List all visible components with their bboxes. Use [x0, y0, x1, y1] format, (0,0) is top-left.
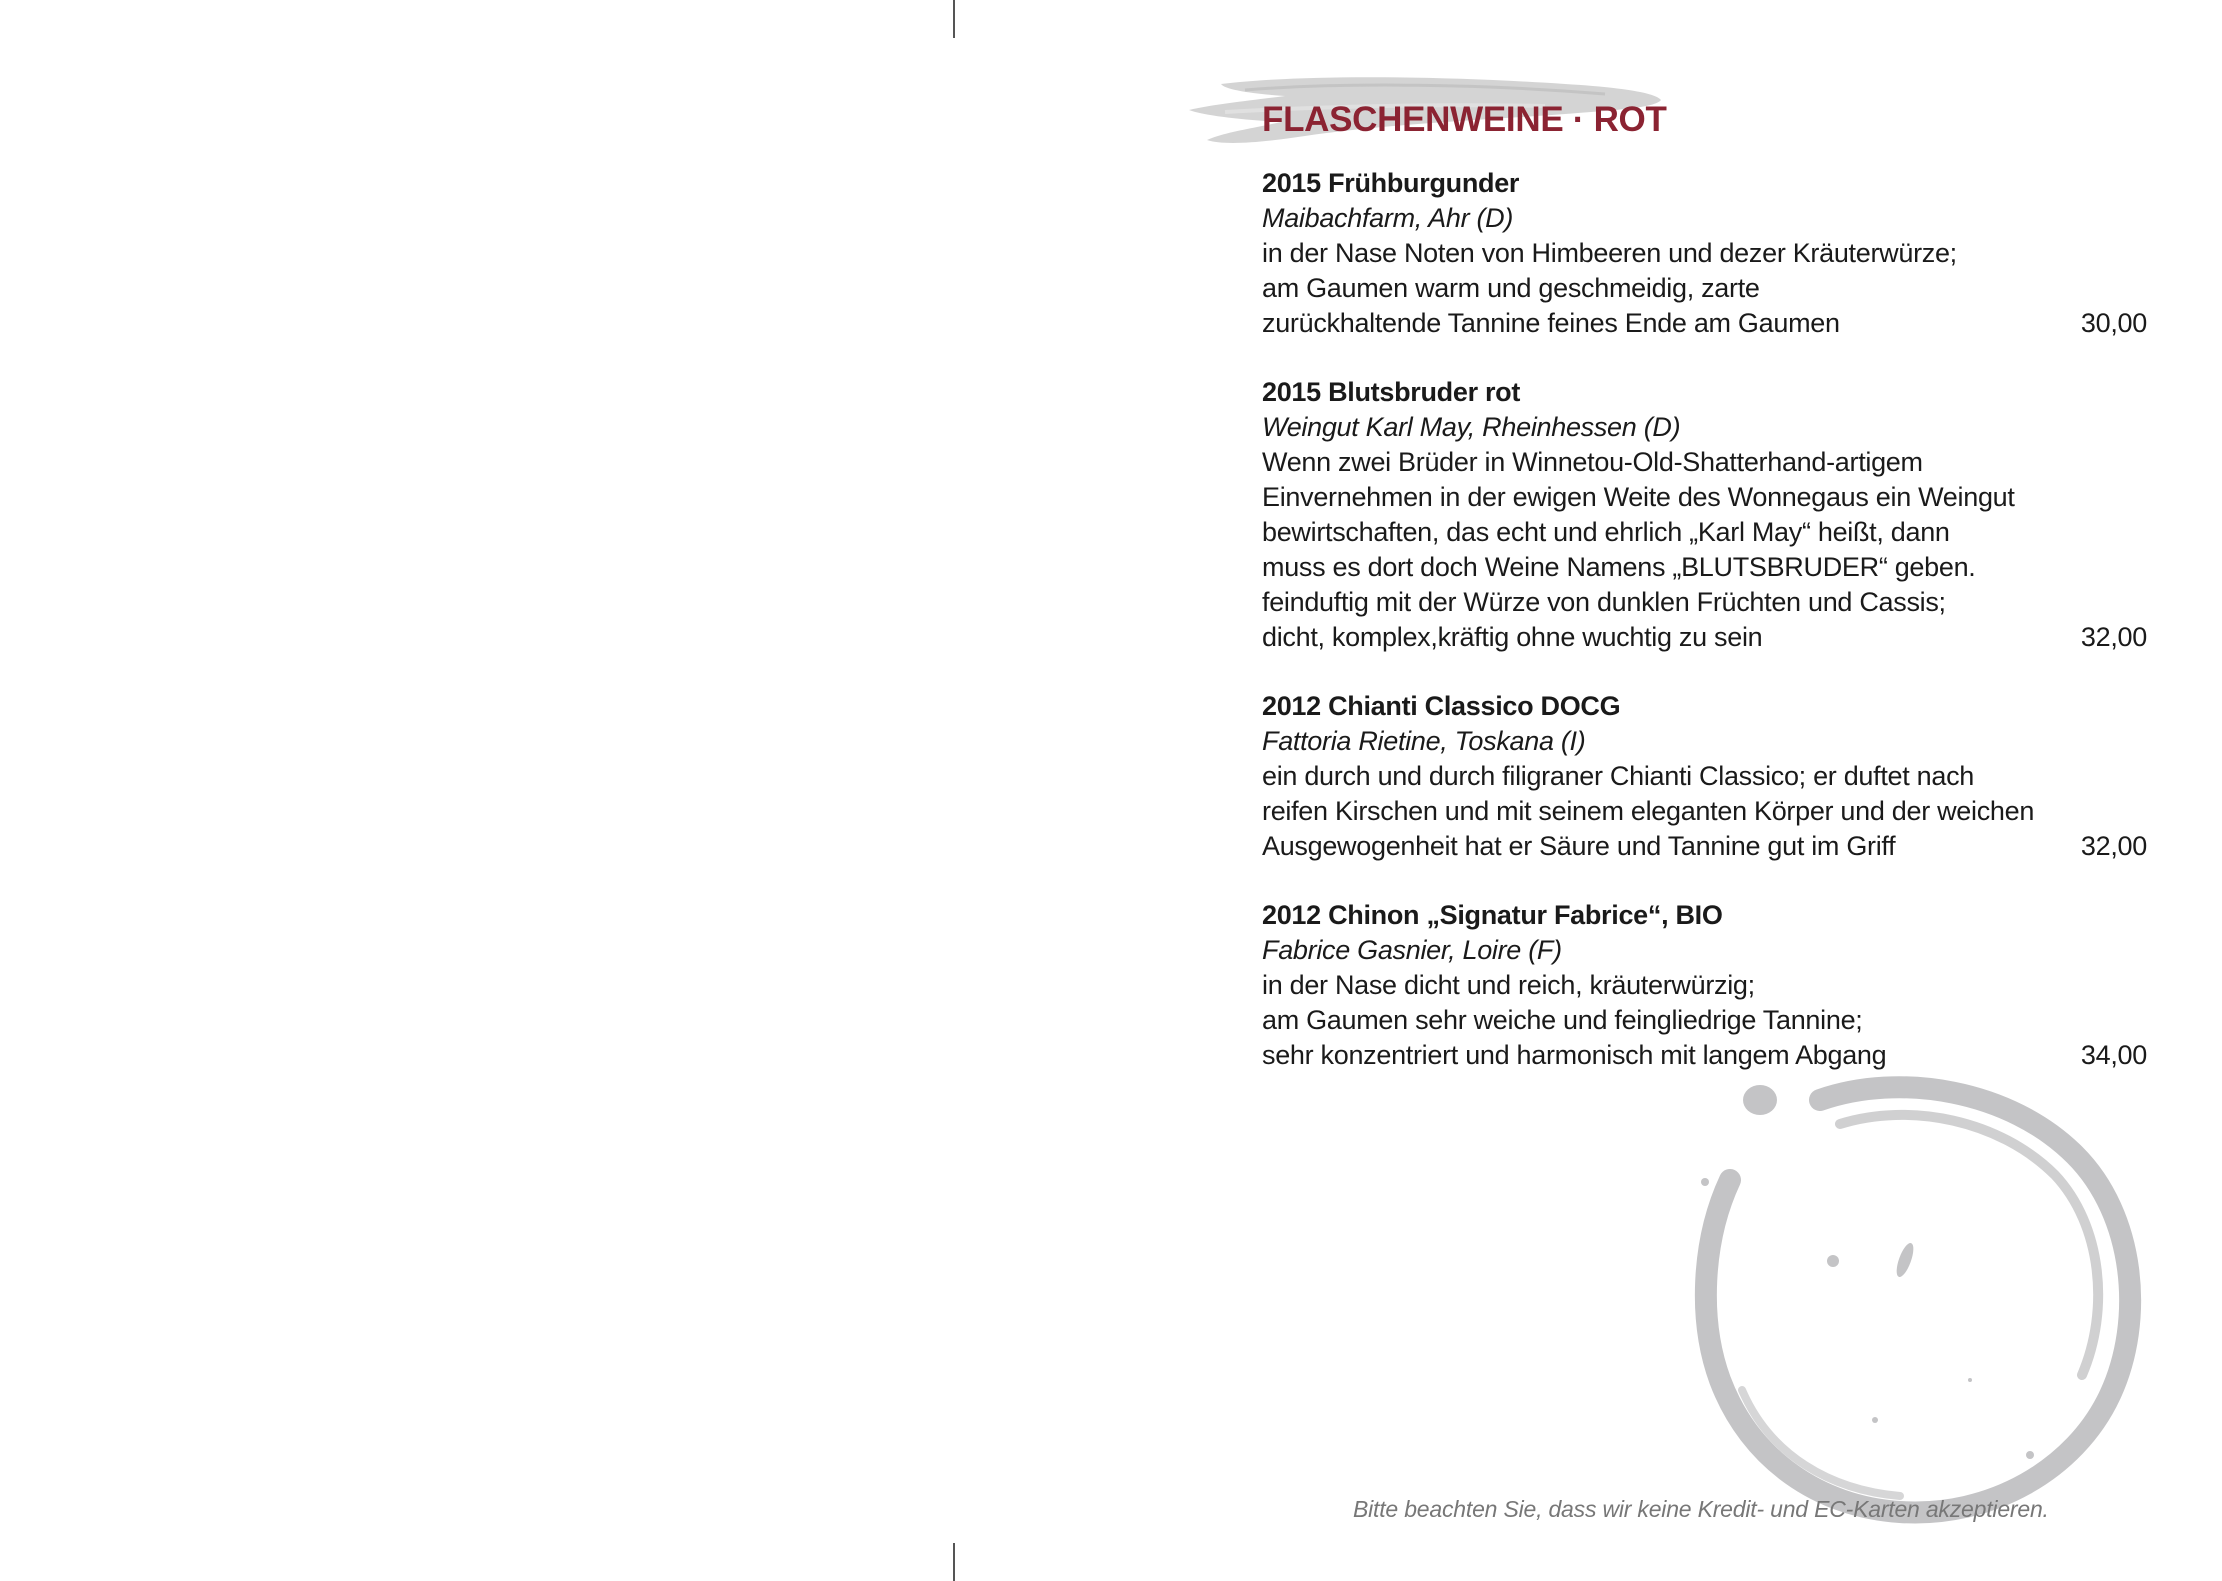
wine-description-line: feinduftig mit der Würze von dunklen Früchten und Cassis; — [1262, 587, 1946, 617]
wine-description-line: Wenn zwei Brüder in Winnetou-Old-Shatterhand-artigem — [1262, 447, 1923, 477]
wine-price: 32,00 — [2080, 622, 2147, 652]
wine-description-line: Ausgewogenheit hat er Säure und Tannine gut im Griff — [1262, 831, 1896, 861]
wine-name: 2012 Chianti Classico DOCG — [1262, 691, 1621, 721]
wine-description-line: zurückhaltende Tannine feines Ende am Gaumen — [1262, 308, 1840, 338]
wine-description-line: dicht, komplex,kräftig ohne wuchtig zu sein — [1262, 622, 1763, 652]
wine-price: 32,00 — [2080, 831, 2147, 861]
fold-mark-bottom — [953, 1543, 955, 1581]
wine-description-line: muss es dort doch Weine Namens „BLUTSBRUDER“ geben. — [1262, 552, 1976, 582]
wine-description-line: Einvernehmen in der ewigen Weite des Wonnegaus ein Weingut — [1262, 482, 2015, 512]
wine-description-line: bewirtschaften, das echt und ehrlich „Karl May“ heißt, dann — [1262, 517, 1950, 547]
stain-drop — [1827, 1255, 1839, 1267]
wine-name: 2015 Blutsbruder rot — [1262, 377, 1521, 407]
wine-producer: Fabrice Gasnier, Loire (F) — [1262, 935, 1562, 965]
stain-drop — [2026, 1451, 2034, 1459]
fold-mark-top — [953, 0, 955, 38]
stain-ring — [1706, 1087, 2130, 1512]
stain-drop — [1701, 1178, 1709, 1186]
wine-price: 34,00 — [2080, 1040, 2147, 1070]
wine-description-line: in der Nase dicht und reich, kräuterwürzig; — [1262, 970, 1755, 1000]
wine-description-line: ein durch und durch filigraner Chianti Classico; er duftet nach — [1262, 761, 1974, 791]
wine-list — [1262, 166, 2147, 1107]
wine-entry — [1262, 166, 2147, 341]
payment-footer-note: Bitte beachten Sie, dass wir keine Kredit- und EC-Karten akzeptieren. — [1353, 1496, 2049, 1522]
wine-entry — [1262, 689, 2147, 864]
wine-price: 30,00 — [2080, 308, 2147, 338]
wine-entry — [1262, 898, 2147, 1073]
stain-drop — [1872, 1417, 1878, 1423]
stain-drop — [1968, 1378, 1972, 1382]
wine-name: 2015 Frühburgunder — [1262, 168, 1520, 198]
wine-producer: Fattoria Rietine, Toskana (I) — [1262, 726, 1586, 756]
section-title: FLASCHENWEINE · ROT — [1262, 100, 1667, 139]
wine-producer: Weingut Karl May, Rheinhessen (D) — [1262, 412, 1681, 442]
stain-drop — [1893, 1241, 1917, 1279]
wine-description-line: in der Nase Noten von Himbeeren und dezer Kräuterwürze; — [1262, 238, 1957, 268]
wine-description-line: am Gaumen warm und geschmeidig, zarte — [1262, 273, 1760, 303]
wine-description-line: am Gaumen sehr weiche und feingliedrige Tannine; — [1262, 1005, 1863, 1035]
wine-description-line: sehr konzentriert und harmonisch mit langem Abgang — [1262, 1040, 1887, 1070]
wine-producer: Maibachfarm, Ahr (D) — [1262, 203, 1514, 233]
wine-entry — [1262, 375, 2147, 655]
wine-glass-stain-decoration — [1690, 1060, 2150, 1540]
wine-description-line: reifen Kirschen und mit seinem eleganten Körper und der weichen — [1262, 796, 2035, 826]
wine-name: 2012 Chinon „Signatur Fabrice“, BIO — [1262, 900, 1723, 930]
